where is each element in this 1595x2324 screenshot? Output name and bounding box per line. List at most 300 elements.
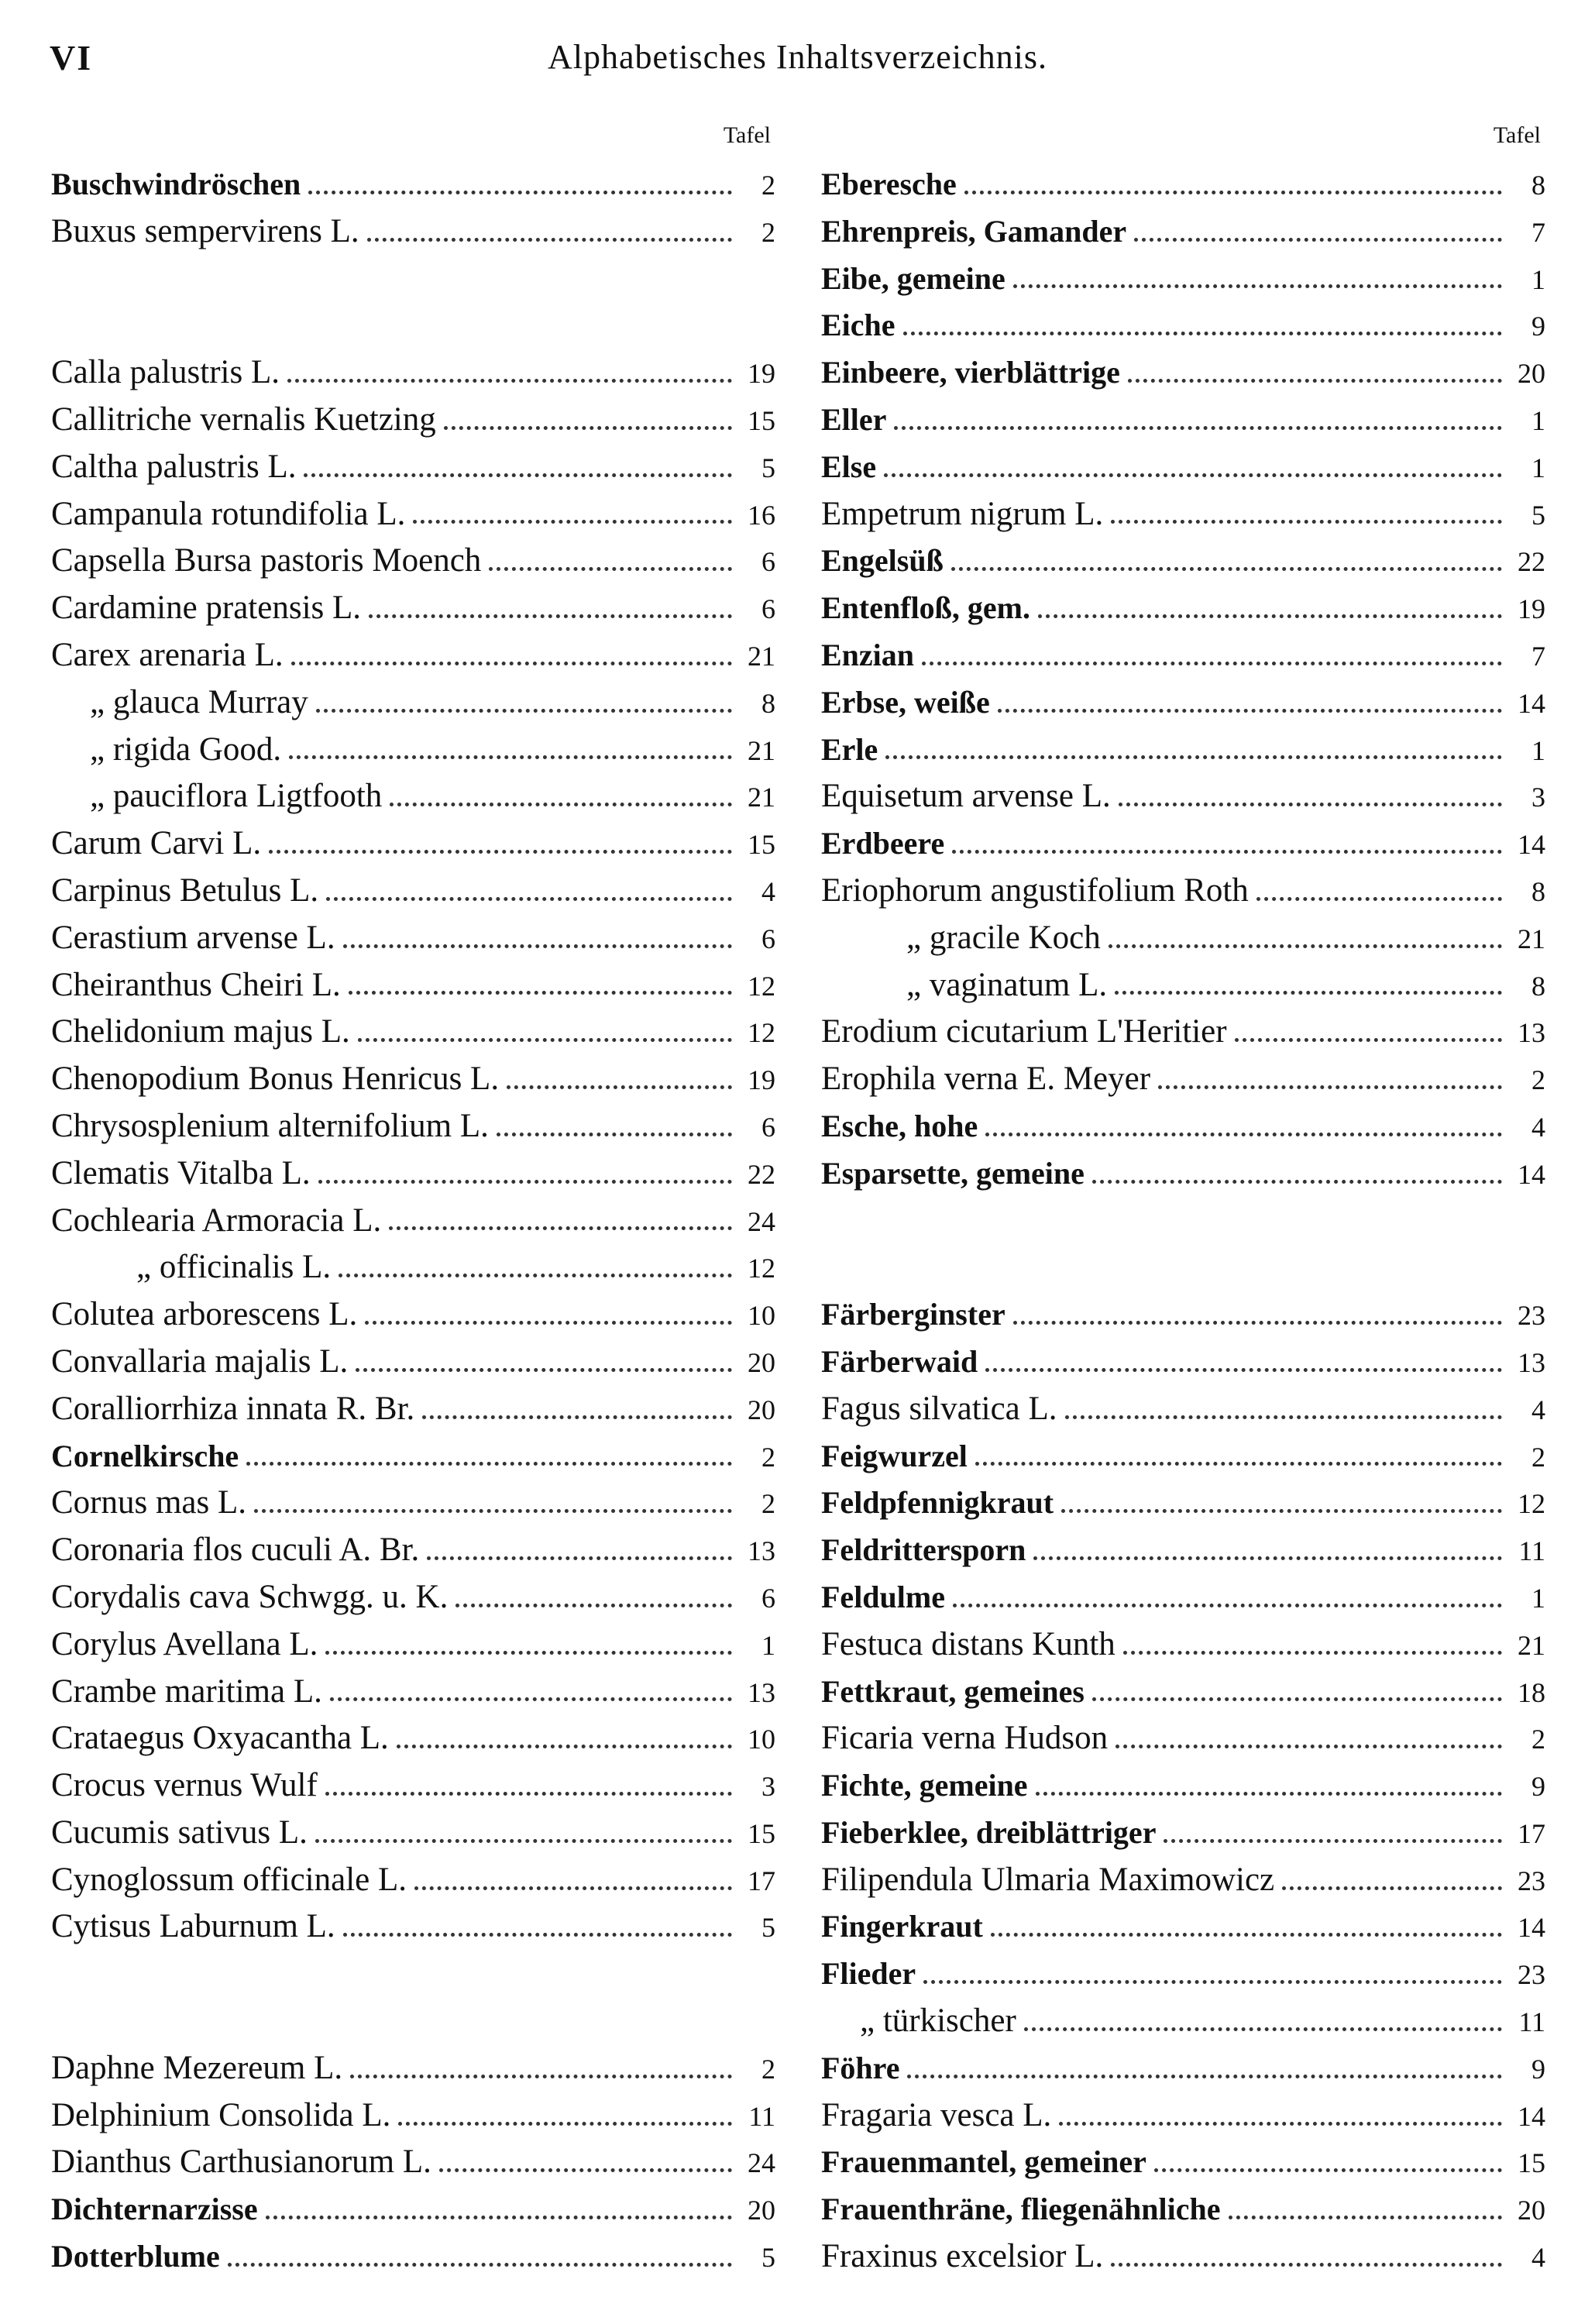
- dot-leader: [444, 426, 732, 430]
- dot-leader: [991, 1933, 1502, 1937]
- index-entry: [821, 1715, 1545, 1762]
- index-entry: [821, 1386, 1545, 1433]
- dot-leader: [318, 1180, 732, 1184]
- index-entry: [821, 444, 1545, 491]
- index-entry: [821, 915, 1545, 962]
- index-entry: [821, 773, 1545, 820]
- plate-number: 24: [748, 2147, 775, 2179]
- plate-number: 21: [748, 734, 775, 766]
- plate-number: 5: [1531, 499, 1545, 531]
- entry-name: Eriophorum angustifolium Roth: [821, 871, 1249, 909]
- plate-number: 14: [1518, 687, 1545, 719]
- dot-leader: [1109, 944, 1502, 948]
- dot-leader: [266, 2216, 732, 2219]
- entry-name: Dotterblume: [51, 2239, 220, 2274]
- index-entry: [821, 256, 1545, 303]
- plate-number: 1: [1531, 452, 1545, 483]
- index-entry: [51, 349, 775, 397]
- plate-number: 5: [761, 452, 775, 483]
- plate-number: 21: [1518, 1629, 1545, 1661]
- plate-number: 2: [1531, 1441, 1545, 1473]
- index-entry: [51, 397, 775, 444]
- entry-name: Equisetum arvense L.: [821, 778, 1111, 815]
- index-entry: [821, 491, 1545, 538]
- dot-leader: [903, 332, 1502, 335]
- plate-number: 10: [748, 1300, 775, 1332]
- dot-leader: [907, 2075, 1502, 2078]
- plate-number: 11: [1518, 1535, 1545, 1567]
- entry-name: Flieder: [821, 1956, 916, 1992]
- entry-name: Cynoglossum officinale L.: [51, 1861, 407, 1898]
- plate-number: 1: [1531, 263, 1545, 295]
- plate-number: 16: [748, 499, 775, 531]
- entry-name: Cytisus Laburnum L.: [51, 1908, 335, 1945]
- plate-number: 20: [748, 2195, 775, 2226]
- entry-name: Caltha palustris L.: [51, 448, 297, 485]
- entry-name: Else: [821, 449, 877, 484]
- index-entry: [821, 868, 1545, 915]
- entry-name: Erdbeere: [821, 826, 945, 861]
- entry-name: Crambe maritima L.: [51, 1673, 322, 1710]
- index-entry: [821, 1951, 1545, 1998]
- entry-name: Erodium cicutarium L'Heritier: [821, 1013, 1227, 1050]
- plate-number: 17: [748, 1865, 775, 1896]
- dot-leader: [343, 1933, 732, 1937]
- plate-number: 8: [1531, 970, 1545, 1002]
- plate-number: 8: [761, 687, 775, 719]
- index-entry: [821, 585, 1545, 632]
- index-entry: [51, 1527, 775, 1574]
- plate-number: 21: [1518, 923, 1545, 954]
- entry-name: Fettkraut, gemeines: [821, 1673, 1085, 1709]
- index-entry: [51, 1291, 775, 1339]
- index-entry: [821, 727, 1545, 774]
- entry-name: Einbeere, vierblättrige: [821, 355, 1120, 390]
- dot-leader: [228, 2263, 732, 2267]
- dot-leader: [330, 1697, 732, 1701]
- blank-row: [51, 1951, 775, 1998]
- blank-row: [51, 302, 775, 349]
- plate-number: 11: [1518, 2006, 1545, 2038]
- dot-leader: [885, 755, 1502, 759]
- index-entry: [51, 1715, 775, 1762]
- index-entry: [821, 161, 1545, 208]
- dot-leader: [390, 803, 732, 806]
- entry-name: „ officinalis L.: [136, 1249, 332, 1286]
- entry-name: Frauenmantel, gemeiner: [821, 2144, 1146, 2180]
- entry-name: „ gracile Koch: [906, 919, 1101, 956]
- dot-leader: [246, 1462, 732, 1466]
- index-entry: [821, 1621, 1545, 1669]
- dot-leader: [497, 1133, 732, 1136]
- index-entry: [821, 1810, 1545, 1857]
- dot-leader: [365, 1321, 732, 1325]
- plate-number: 2: [761, 170, 775, 201]
- dot-leader: [315, 1839, 732, 1843]
- index-entry: [51, 1480, 775, 1527]
- dot-leader: [308, 191, 732, 194]
- dot-leader: [398, 2122, 732, 2126]
- index-entry: [821, 1857, 1545, 1904]
- entry-name: Calla palustris L.: [51, 354, 280, 391]
- entry-name: Chelidonium majus L.: [51, 1013, 350, 1050]
- index-entry: [51, 1574, 775, 1621]
- dot-leader: [1013, 284, 1502, 288]
- dot-leader: [316, 709, 732, 713]
- dot-leader: [923, 1980, 1502, 1984]
- entry-name: Crataegus Oxyacantha L.: [51, 1720, 389, 1757]
- dot-leader: [343, 944, 732, 948]
- entry-name: Engelsüß: [821, 543, 944, 579]
- plate-number: 11: [748, 2100, 775, 2132]
- index-entry: [51, 820, 775, 868]
- index-entry: [51, 1056, 775, 1103]
- blank-row: [51, 256, 775, 303]
- plate-number: 1: [761, 1629, 775, 1661]
- plate-number: 4: [1531, 1394, 1545, 1425]
- plate-number: 8: [1531, 170, 1545, 201]
- entry-name: Eibe, gemeine: [821, 260, 1005, 296]
- tafel-column-header: Tafel: [1493, 122, 1541, 148]
- index-entry: [51, 1198, 775, 1245]
- page-number: VI: [50, 38, 93, 77]
- plate-number: 14: [1518, 1912, 1545, 1944]
- index-entry: [51, 1857, 775, 1904]
- entry-name: Campanula rotundifolia L.: [51, 495, 406, 532]
- index-entry: [821, 1574, 1545, 1621]
- plate-number: 22: [1518, 546, 1545, 578]
- index-entry: [51, 585, 775, 632]
- dot-leader: [1115, 991, 1502, 995]
- entry-name: „ glauca Murray: [90, 683, 308, 720]
- entry-name: Cochlearia Armoracia L.: [51, 1202, 382, 1239]
- index-entry: [821, 1669, 1545, 1716]
- index-entry: [51, 1669, 775, 1716]
- entry-name: Erbse, weiße: [821, 684, 990, 720]
- entry-name: Enzian: [821, 637, 915, 672]
- plate-number: 22: [748, 1158, 775, 1190]
- entry-name: Färberginster: [821, 1297, 1005, 1332]
- index-entry: [51, 962, 775, 1009]
- plate-number: 19: [748, 1064, 775, 1096]
- index-entry: [51, 208, 775, 256]
- plate-number: 9: [1531, 1771, 1545, 1803]
- dot-leader: [922, 662, 1502, 665]
- plate-number: 2: [761, 2053, 775, 2085]
- entry-name: Entenfloß, gem.: [821, 590, 1030, 626]
- index-entry: [821, 2045, 1545, 2092]
- plate-number: 12: [1518, 1488, 1545, 1520]
- index-entry: [821, 2186, 1545, 2233]
- entry-name: Carum Carvi L.: [51, 825, 262, 862]
- index-entry: [821, 1433, 1545, 1480]
- index-entry: [51, 161, 775, 208]
- entry-name: Coronaria flos cuculi A. Br.: [51, 1532, 420, 1569]
- dot-leader: [884, 473, 1502, 477]
- index-entries-left: [51, 161, 775, 2281]
- entry-name: Feldulme: [821, 1579, 945, 1614]
- entry-name: Dichternarzisse: [51, 2192, 258, 2227]
- index-entry: [51, 1244, 775, 1291]
- index-entry: [821, 632, 1545, 679]
- entry-name: Fichte, gemeine: [821, 1768, 1028, 1803]
- dot-leader: [1123, 1651, 1502, 1655]
- entry-name: Cornelkirsche: [51, 1438, 239, 1473]
- index-entry: [821, 2092, 1545, 2140]
- plate-number: 6: [761, 593, 775, 625]
- entry-name: Convallaria majalis L.: [51, 1342, 349, 1380]
- plate-number: 17: [1518, 1817, 1545, 1849]
- index-entry: [51, 1150, 775, 1198]
- index-entry: [821, 1480, 1545, 1527]
- entry-name: Carex arenaria L.: [51, 636, 284, 673]
- dot-leader: [964, 191, 1502, 194]
- plate-number: 15: [748, 829, 775, 861]
- plate-number: 2: [761, 1488, 775, 1520]
- index-entry: [51, 1762, 775, 1810]
- index-entry: [821, 538, 1545, 585]
- entry-name: Fingerkraut: [821, 1909, 983, 1944]
- plate-number: 13: [748, 1535, 775, 1567]
- dot-leader: [985, 1133, 1502, 1136]
- plate-number: 9: [1531, 311, 1545, 342]
- dot-leader: [269, 850, 732, 854]
- dot-leader: [325, 1792, 732, 1796]
- dot-leader: [369, 614, 732, 618]
- plate-number: 18: [1518, 1676, 1545, 1708]
- plate-number: 19: [1518, 593, 1545, 625]
- dot-leader: [325, 1651, 732, 1655]
- entry-name: Cucumis sativus L.: [51, 1813, 308, 1851]
- entry-name: Eberesche: [821, 167, 957, 201]
- entry-name: „ türkischer: [860, 2003, 1016, 2040]
- index-entry: [821, 349, 1545, 397]
- dot-leader: [254, 1509, 732, 1513]
- dot-leader: [507, 1085, 732, 1089]
- entry-name: Erophila verna E. Meyer: [821, 1061, 1151, 1098]
- index-entry: [51, 1103, 775, 1150]
- plate-number: 6: [761, 1582, 775, 1614]
- dot-leader: [389, 1226, 732, 1230]
- plate-number: 13: [1518, 1017, 1545, 1049]
- entry-name: Färberwaid: [821, 1343, 978, 1379]
- page-header: [50, 37, 1545, 84]
- entry-name: Frauenthräne, fliegenähnliche: [821, 2192, 1221, 2227]
- dot-leader: [951, 567, 1502, 571]
- plate-number: 20: [748, 1346, 775, 1378]
- index-entry: [51, 868, 775, 915]
- entry-name: Filipendula Ulmaria Maximowicz: [821, 1861, 1275, 1898]
- plate-number: 13: [1518, 1346, 1545, 1378]
- dot-leader: [1134, 238, 1502, 242]
- plate-number: 6: [761, 923, 775, 954]
- entry-name: Delphinium Consolida L.: [51, 2096, 391, 2133]
- dot-leader: [1036, 1792, 1502, 1796]
- plate-number: 23: [1518, 1300, 1545, 1332]
- dot-leader: [367, 238, 732, 242]
- plate-number: 13: [748, 1676, 775, 1708]
- index-column-left: [51, 122, 775, 2281]
- entry-name: Corylus Avellana L.: [51, 1625, 318, 1662]
- dot-leader: [1061, 1509, 1502, 1513]
- index-entry: [51, 1433, 775, 1480]
- entry-name: Erle: [821, 731, 878, 767]
- index-entry: [821, 1339, 1545, 1386]
- dot-leader: [287, 379, 732, 383]
- index-entry: [821, 1103, 1545, 1150]
- index-entry: [51, 727, 775, 774]
- dot-leader: [455, 1604, 732, 1607]
- entry-name: Ehrenpreis, Gamander: [821, 213, 1127, 249]
- entry-name: Ficaria verna Hudson: [821, 1720, 1109, 1757]
- dot-leader: [1038, 614, 1502, 618]
- dot-leader: [894, 426, 1502, 430]
- dot-leader: [427, 1556, 732, 1560]
- dot-leader: [1111, 2263, 1502, 2267]
- index-entry: [51, 915, 775, 962]
- entry-name: Chrysosplenium alternifolium L.: [51, 1107, 489, 1144]
- dot-leader: [350, 2075, 732, 2078]
- index-entry: [51, 2139, 775, 2186]
- entry-name: „ vaginatum L.: [906, 966, 1108, 1003]
- index-entry: [821, 2139, 1545, 2186]
- entry-name: Fieberklee, dreiblättriger: [821, 1814, 1157, 1850]
- dot-leader: [1024, 2027, 1502, 2031]
- dot-leader: [1092, 1180, 1502, 1184]
- index-entry: [821, 302, 1545, 349]
- plate-number: 23: [1518, 1865, 1545, 1896]
- plate-number: 19: [748, 358, 775, 390]
- dot-leader: [413, 520, 732, 524]
- entry-name: Föhre: [821, 2050, 900, 2085]
- dot-leader: [422, 1415, 732, 1419]
- entry-name: Clematis Vitalba L.: [51, 1154, 311, 1191]
- plate-number: 2: [761, 1441, 775, 1473]
- entry-name: Corydalis cava Schwgg. u. K.: [51, 1578, 449, 1615]
- plate-number: 6: [761, 546, 775, 578]
- index-entry: [821, 2233, 1545, 2281]
- index-entry: [51, 632, 775, 679]
- dot-leader: [356, 1368, 732, 1372]
- entry-name: Fragaria vesca L.: [821, 2096, 1052, 2133]
- dot-leader: [1033, 1556, 1502, 1560]
- plate-number: 4: [761, 875, 775, 907]
- plate-number: 2: [761, 216, 775, 248]
- plate-number: 15: [1518, 2147, 1545, 2179]
- plate-number: 14: [1518, 2100, 1545, 2132]
- plate-number: 14: [1518, 829, 1545, 861]
- plate-number: 21: [748, 640, 775, 672]
- dot-leader: [439, 2168, 732, 2172]
- dot-leader: [1092, 1697, 1502, 1701]
- dot-leader: [975, 1462, 1502, 1466]
- entry-name: Cardamine pratensis L.: [51, 590, 362, 627]
- index-entries-right: [821, 161, 1545, 2281]
- index-entry: [821, 1150, 1545, 1198]
- dot-leader: [397, 1745, 732, 1748]
- dot-leader: [339, 1274, 732, 1277]
- index-entry: [821, 208, 1545, 256]
- plate-number: 2: [1531, 1064, 1545, 1096]
- index-entry: [51, 538, 775, 585]
- index-entry: [51, 1810, 775, 1857]
- dot-leader: [1128, 379, 1502, 383]
- dot-leader: [1158, 1085, 1502, 1089]
- running-title: Alphabetisches Inhaltsverzeichnis.: [548, 38, 1047, 76]
- dot-leader: [304, 473, 732, 477]
- blank-row: [821, 1198, 1545, 1245]
- dot-leader: [1065, 1415, 1502, 1419]
- tafel-column-header: Tafel: [723, 122, 771, 148]
- plate-number: 15: [748, 404, 775, 436]
- plate-number: 12: [748, 1253, 775, 1284]
- plate-number: 15: [748, 1817, 775, 1849]
- index-entry: [51, 2045, 775, 2092]
- dot-leader: [1164, 1839, 1502, 1843]
- index-entry: [51, 491, 775, 538]
- plate-number: 1: [1531, 734, 1545, 766]
- entry-name: Fraxinus excelsior L.: [821, 2238, 1104, 2275]
- index-entry: [51, 444, 775, 491]
- plate-number: 1: [1531, 1582, 1545, 1614]
- entry-name: Buxus sempervirens L.: [51, 212, 359, 249]
- plate-number: 24: [748, 1205, 775, 1237]
- entry-name: Cheiranthus Cheiri L.: [51, 966, 341, 1003]
- index-entry: [51, 1339, 775, 1386]
- dot-leader: [289, 755, 732, 759]
- plate-number: 12: [748, 1017, 775, 1049]
- entry-name: Dianthus Carthusianorum L.: [51, 2144, 431, 2181]
- plate-number: 4: [1531, 1111, 1545, 1143]
- entry-name: Cornus mas L.: [51, 1484, 247, 1521]
- entry-name: Crocus vernus Wulf: [51, 1767, 318, 1804]
- entry-name: Buschwindröschen: [51, 167, 301, 201]
- plate-number: 21: [748, 782, 775, 813]
- index-entry: [51, 1009, 775, 1056]
- index-entry: [51, 679, 775, 727]
- entry-name: Feldrittersporn: [821, 1532, 1026, 1568]
- dot-leader: [1229, 2216, 1502, 2219]
- dot-leader: [998, 709, 1502, 713]
- plate-number: 8: [1531, 875, 1545, 907]
- index-entry: [821, 397, 1545, 444]
- plate-number: 4: [1531, 2242, 1545, 2274]
- dot-leader: [349, 991, 732, 995]
- plate-number: 23: [1518, 1959, 1545, 1991]
- index-entry: [821, 1998, 1545, 2045]
- index-column-right: [821, 122, 1545, 2281]
- entry-name: „ rigida Good.: [90, 731, 282, 768]
- plate-number: 20: [1518, 358, 1545, 390]
- index-entry: [821, 962, 1545, 1009]
- index-entry: [51, 1621, 775, 1669]
- dot-leader: [1235, 1038, 1502, 1042]
- dot-leader: [1115, 1745, 1502, 1748]
- blank-row: [51, 1998, 775, 2045]
- entry-name: Eiche: [821, 308, 895, 343]
- entry-name: Fagus silvatica L.: [821, 1390, 1057, 1427]
- dot-leader: [1013, 1321, 1502, 1325]
- dot-leader: [985, 1368, 1502, 1372]
- plate-number: 10: [748, 1724, 775, 1755]
- index-entry: [821, 1903, 1545, 1951]
- dot-leader: [1154, 2168, 1502, 2172]
- index-entry: [821, 679, 1545, 727]
- entry-name: Feldpfennigkraut: [821, 1485, 1054, 1521]
- dot-leader: [1119, 803, 1502, 806]
- dot-leader: [952, 850, 1502, 854]
- plate-number: 3: [761, 1771, 775, 1803]
